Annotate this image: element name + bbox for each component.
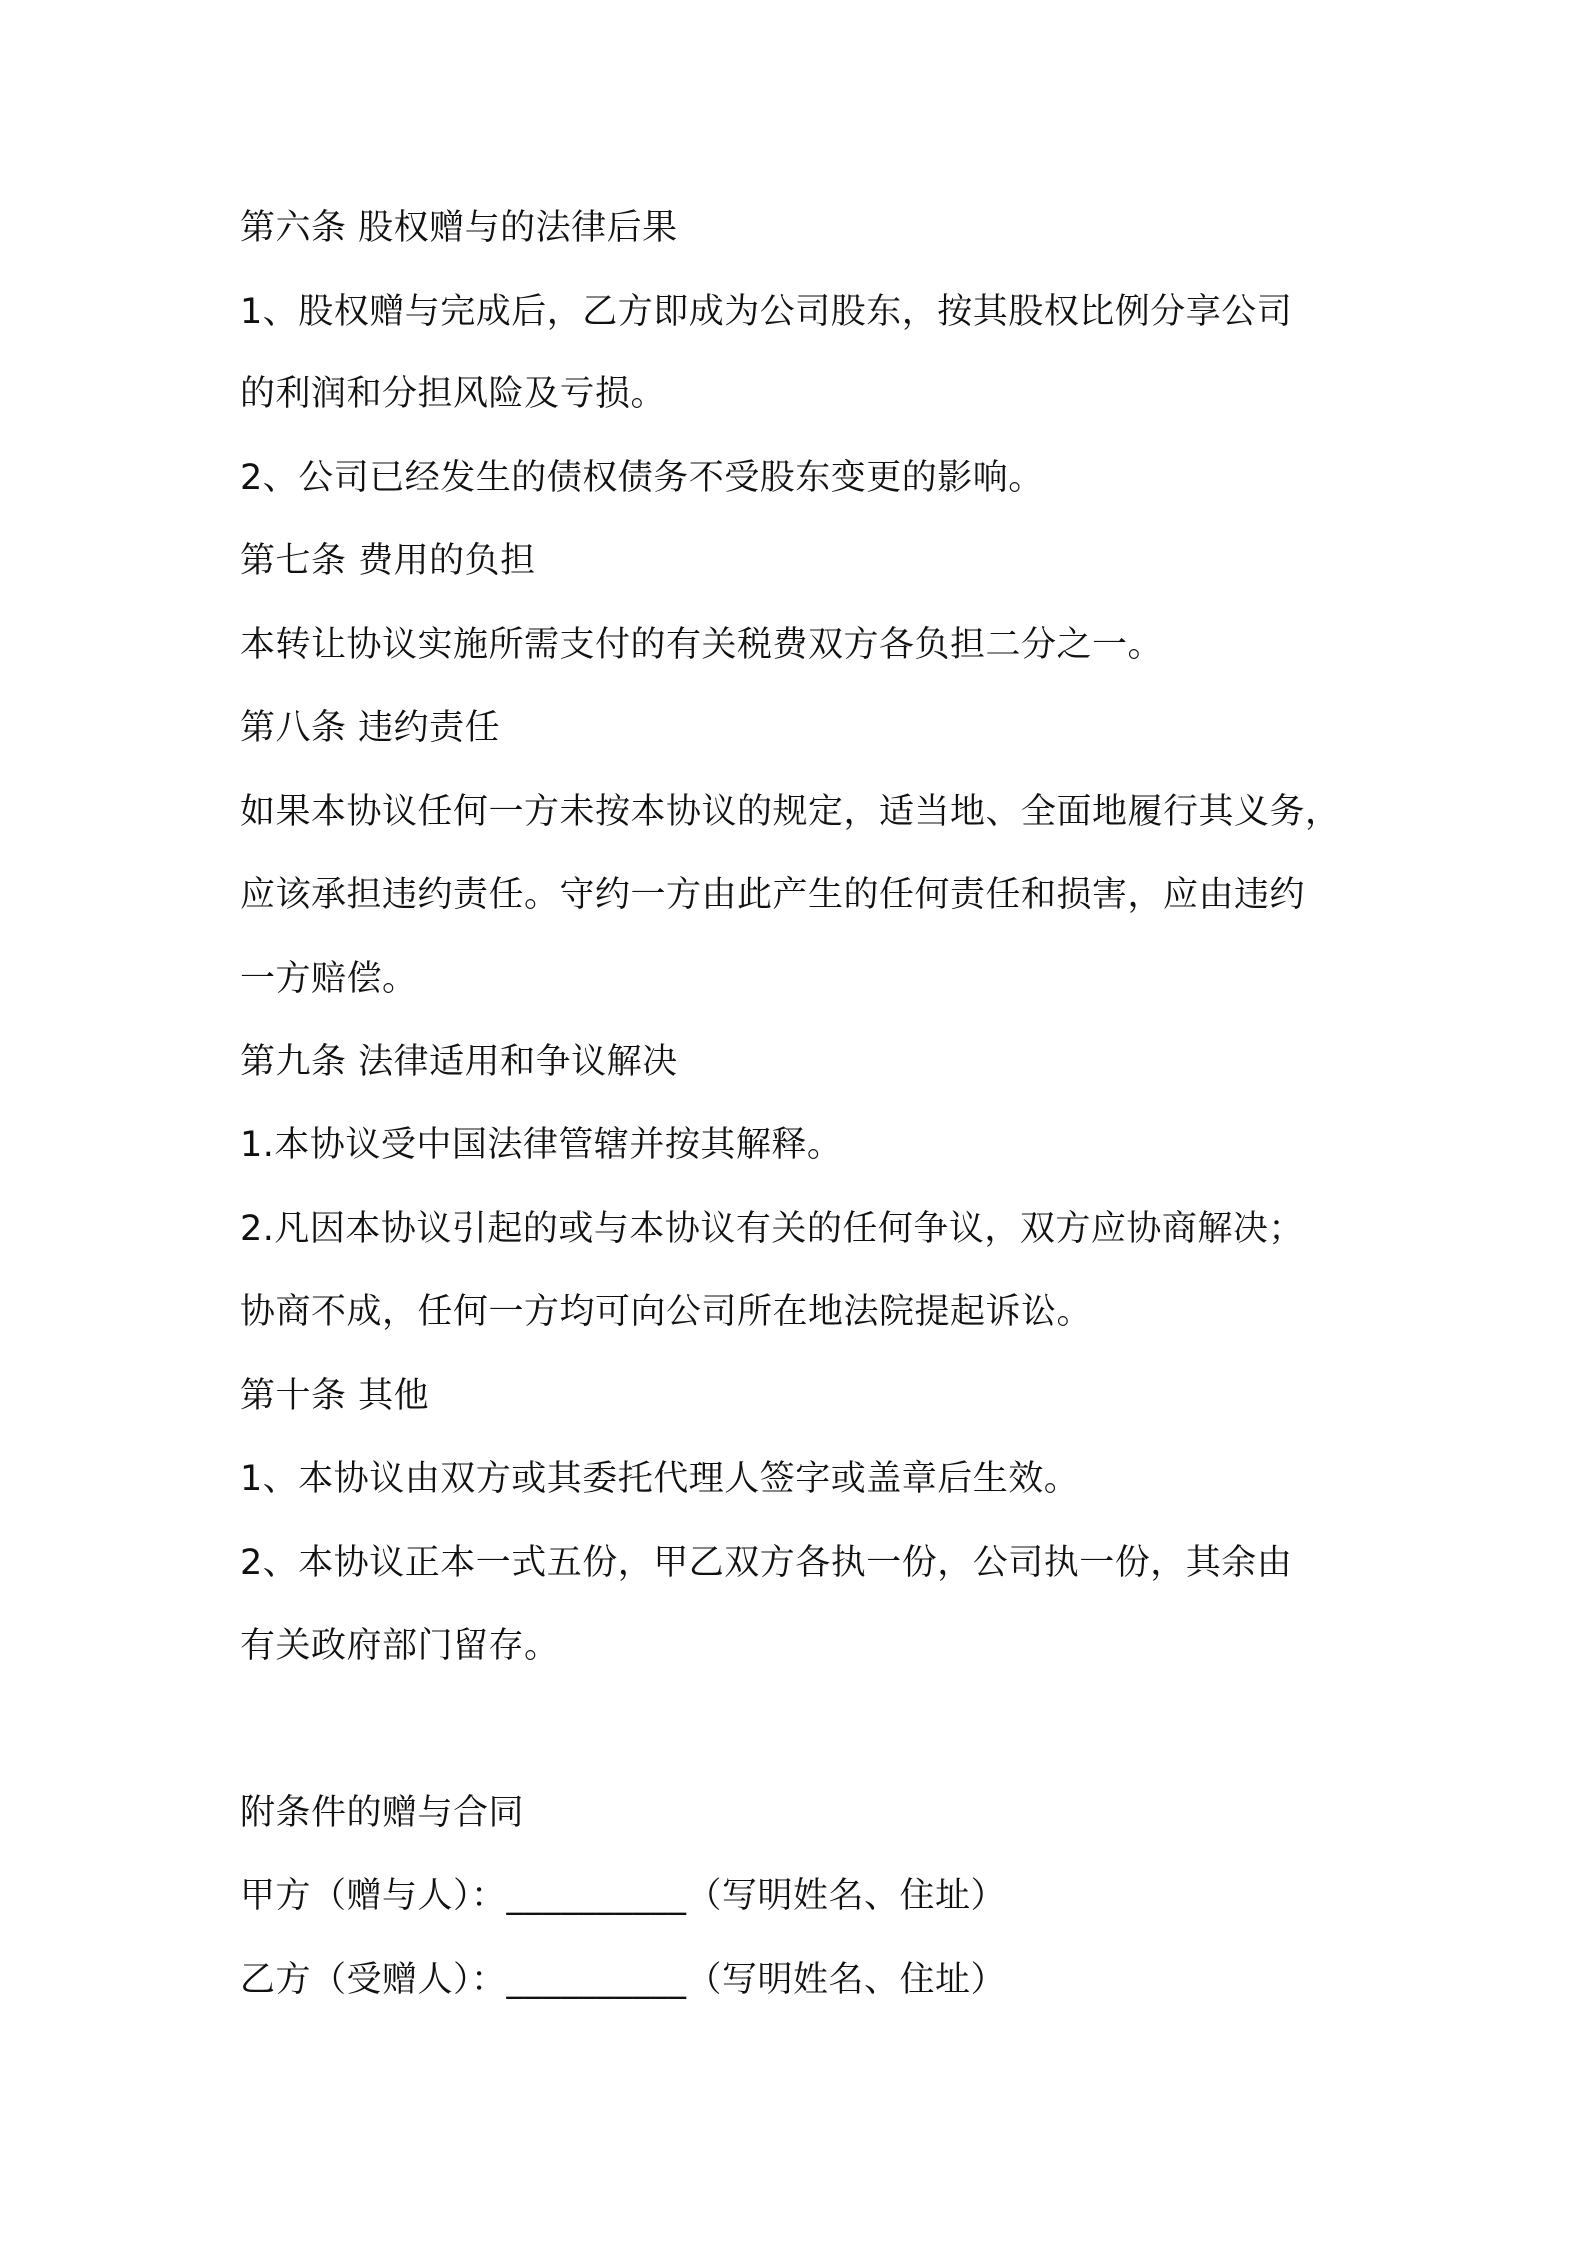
article-6-heading: 第六条 股权赠与的法律后果 <box>240 208 678 248</box>
article-7-body: 本转让协议实施所需支付的有关税费双方各负担二分之一。 <box>240 625 1164 665</box>
article-9-item-2-line-1: 2.凡因本协议引起的或与本协议有关的任何争议，双方应协商解决； <box>240 1209 1304 1249</box>
contract-title: 附条件的赠与合同 <box>240 1793 525 1833</box>
article-8-heading: 第八条 违约责任 <box>240 708 501 748</box>
article-8-body-line-1: 如果本协议任何一方未按本协议的规定，适当地、全面地履行其义务， <box>240 792 1341 832</box>
article-9-heading: 第九条 法律适用和争议解决 <box>240 1042 678 1082</box>
article-10-heading: 第十条 其他 <box>240 1376 430 1416</box>
article-10-item-2-line-1: 2、本协议正本一式五份，甲乙双方各执一份，公司执一份，其余由 <box>240 1543 1293 1583</box>
article-6-item-1-line-1: 1、股权赠与完成后，乙方即成为公司股东，按其股权比例分享公司 <box>240 292 1293 332</box>
article-9-item-1: 1.本协议受中国法律管辖并按其解释。 <box>240 1125 843 1165</box>
article-8-body-line-2: 应该承担违约责任。守约一方由此产生的任何责任和损害，应由违约 <box>240 875 1306 915</box>
article-6-item-2: 2、公司已经发生的债权债务不受股东变更的影响。 <box>240 458 1044 498</box>
article-6-item-1-line-2: 的利润和分担风险及亏损。 <box>240 374 667 414</box>
article-7-heading: 第七条 费用的负担 <box>240 541 536 581</box>
article-10-item-2-line-2: 有关政府部门留存。 <box>240 1626 560 1666</box>
party-b-line: 乙方（受赠人）：__________（写明姓名、住址） <box>240 1960 1007 2000</box>
party-a-line: 甲方（赠与人）：__________（写明姓名、住址） <box>240 1876 1007 1916</box>
article-10-item-1: 1、本协议由双方或其委托代理人签字或盖章后生效。 <box>240 1459 1080 1499</box>
article-9-item-2-line-2: 协商不成，任何一方均可向公司所在地法院提起诉讼。 <box>240 1292 1093 1332</box>
article-8-body-line-3: 一方赔偿。 <box>240 959 418 999</box>
